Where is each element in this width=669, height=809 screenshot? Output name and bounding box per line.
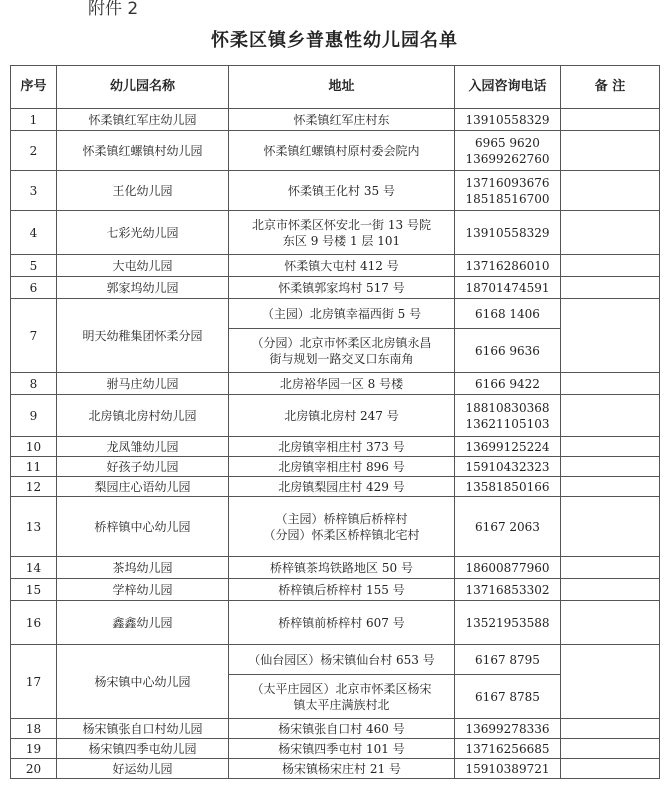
row-name: 郭家坞幼儿园 — [57, 277, 229, 299]
row-address: 北房裕华园一区 8 号楼 — [229, 373, 455, 395]
row-address — [229, 497, 455, 557]
row-address: 怀柔镇郭家坞村 517 号 — [229, 277, 455, 299]
table-row — [11, 601, 660, 645]
row-address: 北房镇北房村 247 号 — [229, 395, 455, 437]
row-note — [561, 497, 660, 557]
row-no: 4 — [11, 211, 57, 255]
row-note — [561, 739, 660, 759]
row-name: 茶坞幼儿园 — [57, 557, 229, 579]
table-row — [11, 457, 660, 477]
row-phone: 6167 8785 — [455, 675, 561, 719]
row-note — [561, 457, 660, 477]
row-address — [229, 329, 455, 373]
row-note — [561, 601, 660, 645]
table-row — [11, 497, 660, 557]
row-no: 7 — [11, 299, 57, 373]
row-phone-line: 18518516700 — [465, 191, 550, 206]
row-address: 北房镇宰相庄村 896 号 — [229, 457, 455, 477]
row-phone: 6168 1406 — [455, 299, 561, 329]
row-address-line: 镇太平庄满族村北 — [293, 697, 390, 712]
table-row — [11, 277, 660, 299]
row-phone: 13699125224 — [455, 437, 561, 457]
row-phone-line: 18810830368 — [465, 400, 550, 415]
row-address: 怀柔镇王化村 35 号 — [229, 171, 455, 211]
row-note — [561, 477, 660, 497]
row-name: 王化幼儿园 — [57, 171, 229, 211]
row-phone: 6167 8795 — [455, 645, 561, 675]
row-phone — [455, 131, 561, 171]
table-row — [11, 759, 660, 779]
row-address: 杨宋镇张自口村 460 号 — [229, 719, 455, 739]
row-phone-line: 6965 9620 — [475, 135, 540, 150]
row-phone: 6166 9422 — [455, 373, 561, 395]
attachment-label: 附件 2 — [88, 0, 139, 19]
row-no: 15 — [11, 579, 57, 601]
row-address: 北房镇梨园庄村 429 号 — [229, 477, 455, 497]
row-no: 16 — [11, 601, 57, 645]
row-name: 梨园庄心语幼儿园 — [57, 477, 229, 497]
row-address: 桥梓镇茶坞铁路地区 50 号 — [229, 557, 455, 579]
row-name: 怀柔镇红螺镇村幼儿园 — [57, 131, 229, 171]
row-address-line: （分园）怀柔区桥梓镇北宅村 — [263, 527, 420, 542]
row-name: 驸马庄幼儿园 — [57, 373, 229, 395]
row-no: 3 — [11, 171, 57, 211]
row-name: 七彩光幼儿园 — [57, 211, 229, 255]
table-row — [11, 131, 660, 171]
row-phone: 13716853302 — [455, 579, 561, 601]
row-name: 杨宋镇张自口村幼儿园 — [57, 719, 229, 739]
row-phone: 13716286010 — [455, 255, 561, 277]
row-phone-line: 13716093676 — [465, 175, 550, 190]
table-row — [11, 109, 660, 131]
row-no: 6 — [11, 277, 57, 299]
row-phone: 6166 9636 — [455, 329, 561, 373]
row-no: 9 — [11, 395, 57, 437]
row-phone-line: 13621105103 — [465, 416, 550, 431]
row-address: （主园）北房镇幸福西街 5 号 — [229, 299, 455, 329]
kindergarten-table — [10, 65, 660, 779]
row-note — [561, 373, 660, 395]
row-note — [561, 395, 660, 437]
row-address-line: 街与规划一路交叉口东南角 — [269, 351, 414, 366]
row-no: 17 — [11, 645, 57, 719]
row-name: 桥梓镇中心幼儿园 — [57, 497, 229, 557]
row-phone: 18600877960 — [455, 557, 561, 579]
row-no: 19 — [11, 739, 57, 759]
row-phone: 15910432323 — [455, 457, 561, 477]
header-no: 序号 — [11, 66, 57, 109]
header-phone: 入园咨询电话 — [455, 66, 561, 109]
row-address-line: 东区 9 号楼 1 层 101 — [282, 233, 401, 248]
row-note — [561, 645, 660, 719]
header-name: 幼儿园名称 — [57, 66, 229, 109]
row-name: 学梓幼儿园 — [57, 579, 229, 601]
row-phone: 6167 2063 — [455, 497, 561, 557]
row-note — [561, 557, 660, 579]
row-phone: 13910558329 — [455, 211, 561, 255]
row-note — [561, 109, 660, 131]
row-address: 怀柔镇大屯村 412 号 — [229, 255, 455, 277]
row-name: 杨宋镇中心幼儿园 — [57, 645, 229, 719]
table-row — [11, 211, 660, 255]
table-row — [11, 299, 660, 329]
row-note — [561, 171, 660, 211]
row-note — [561, 759, 660, 779]
row-note — [561, 579, 660, 601]
row-name: 大屯幼儿园 — [57, 255, 229, 277]
row-note — [561, 299, 660, 373]
table-row — [11, 437, 660, 457]
row-address: 怀柔镇红螺镇村原村委会院内 — [229, 131, 455, 171]
row-phone: 13716256685 — [455, 739, 561, 759]
document-title: 怀柔区镇乡普惠性幼儿园名单 — [211, 30, 458, 51]
row-no: 1 — [11, 109, 57, 131]
table-row — [11, 395, 660, 437]
row-address: 桥梓镇前桥梓村 607 号 — [229, 601, 455, 645]
row-name: 好孩子幼儿园 — [57, 457, 229, 477]
row-no: 14 — [11, 557, 57, 579]
table-row — [11, 557, 660, 579]
table-row — [11, 739, 660, 759]
row-address: 北房镇宰相庄村 373 号 — [229, 437, 455, 457]
table-row — [11, 373, 660, 395]
row-no: 8 — [11, 373, 57, 395]
row-no: 11 — [11, 457, 57, 477]
row-note — [561, 211, 660, 255]
row-name: 鑫鑫幼儿园 — [57, 601, 229, 645]
header-note: 备 注 — [561, 66, 660, 109]
table-row — [11, 579, 660, 601]
row-phone: 18701474591 — [455, 277, 561, 299]
row-no: 12 — [11, 477, 57, 497]
table-row — [11, 477, 660, 497]
row-note — [561, 131, 660, 171]
table-row — [11, 719, 660, 739]
row-note — [561, 255, 660, 277]
row-no: 20 — [11, 759, 57, 779]
row-phone: 13581850166 — [455, 477, 561, 497]
row-phone — [455, 171, 561, 211]
row-no: 10 — [11, 437, 57, 457]
row-phone: 13521953588 — [455, 601, 561, 645]
row-address — [229, 675, 455, 719]
table-row — [11, 255, 660, 277]
row-phone: 15910389721 — [455, 759, 561, 779]
row-address: （仙台园区）杨宋镇仙台村 653 号 — [229, 645, 455, 675]
row-no: 2 — [11, 131, 57, 171]
row-no: 13 — [11, 497, 57, 557]
row-note — [561, 719, 660, 739]
row-no: 5 — [11, 255, 57, 277]
row-address-line: （分园）北京市怀柔区北房镇永昌 — [251, 335, 432, 350]
row-address-line: （主园）桥梓镇后桥梓村 — [275, 511, 408, 526]
row-name: 北房镇北房村幼儿园 — [57, 395, 229, 437]
row-phone-line: 13699262760 — [465, 151, 550, 166]
row-note — [561, 437, 660, 457]
row-address-line: 北京市怀柔区怀安北一街 13 号院 — [252, 217, 431, 232]
row-name: 好运幼儿园 — [57, 759, 229, 779]
row-phone: 13910558329 — [455, 109, 561, 131]
row-address: 杨宋镇四季屯村 101 号 — [229, 739, 455, 759]
row-name: 杨宋镇四季屯幼儿园 — [57, 739, 229, 759]
row-no: 18 — [11, 719, 57, 739]
table-row — [11, 645, 660, 675]
table-header-row — [11, 66, 660, 109]
row-name: 龙凤雏幼儿园 — [57, 437, 229, 457]
row-address: 杨宋镇杨宋庄村 21 号 — [229, 759, 455, 779]
row-address: 桥梓镇后桥梓村 155 号 — [229, 579, 455, 601]
row-name: 明天幼稚集团怀柔分园 — [57, 299, 229, 373]
row-note — [561, 277, 660, 299]
row-phone — [455, 395, 561, 437]
row-address: 怀柔镇红军庄村东 — [229, 109, 455, 131]
row-phone: 13699278336 — [455, 719, 561, 739]
header-address: 地址 — [229, 66, 455, 109]
row-address-line: （太平庄园区）北京市怀柔区杨宋 — [251, 681, 432, 696]
row-address — [229, 211, 455, 255]
row-name: 怀柔镇红军庄幼儿园 — [57, 109, 229, 131]
table-row — [11, 171, 660, 211]
